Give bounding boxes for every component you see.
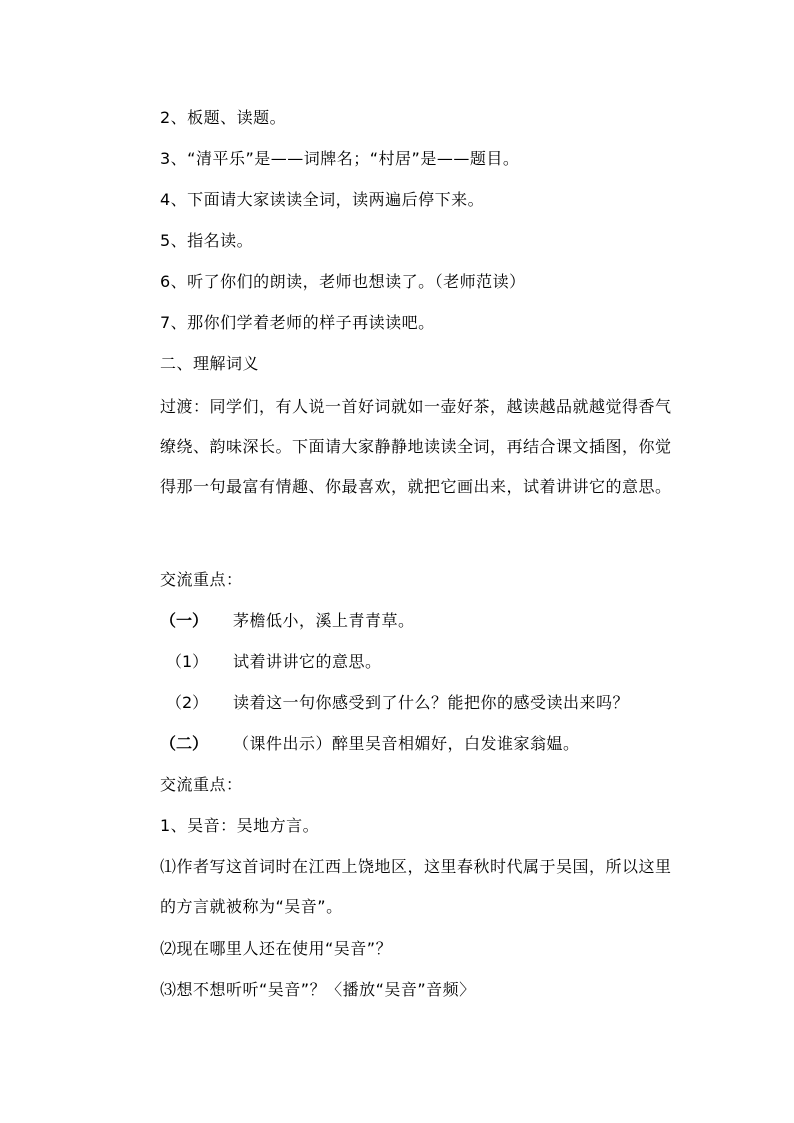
explanation-paragraph: ⑴作者写这首词时在江西上饶地区，这里春秋时代属于吴国，所以这里的方言就被称为“吴音”。 [160,857,672,916]
step-7: 7、那你们学着老师的样子再读读吧。 [160,313,435,332]
item-text-1: 茅檐低小，溪上青青草。 [233,611,415,630]
step-4: 4、下面请大家读读全词，读两遍后停下来。 [160,190,485,209]
step-5: 5、指名读。 [160,231,254,250]
subitem-text-2: 读着这一句你感受到了什么？能把你的感受读出来吗？ [233,693,630,712]
point-1: 1、吴音：吴地方言。 [160,816,320,835]
step-3: 3、“清平乐”是——词牌名；“村居”是——题目。 [160,149,520,168]
subitem-marker-2: （2） [166,693,209,712]
question-3: ⑶想不想听听“吴音”？〈播放“吴音”音频〉 [160,980,476,999]
discussion-heading-2: 交流重点： [160,775,243,794]
discussion-heading-1: 交流重点： [160,570,243,589]
subitem-text-1: 试着讲讲它的意思。 [233,652,382,671]
item-marker-1: （一） [160,611,209,630]
question-2: ⑵现在哪里人还在使用“吴音”？ [160,939,393,958]
step-6: 6、听了你们的朗读，老师也想读了。（老师范读） [160,272,526,291]
subitem-marker-1: （1） [166,652,209,671]
item-text-2: （课件出示）醉里吴音相媚好，白发谁家翁媪。 [233,734,580,753]
step-2: 2、板题、读题。 [160,108,287,127]
transition-paragraph: 过渡：同学们，有人说一首好词就如一壶好茶，越读越品就越觉得香气缭绕、韵味深长。下面请大家静静地读读全词，再结合课文插图，你觉得那一句最富有情趣、你最喜欢，就把它画出来，试着讲讲它的意思。 [160,397,672,496]
section-heading-2: 二、理解词义 [160,354,260,373]
item-marker-2: （二） [160,734,209,753]
